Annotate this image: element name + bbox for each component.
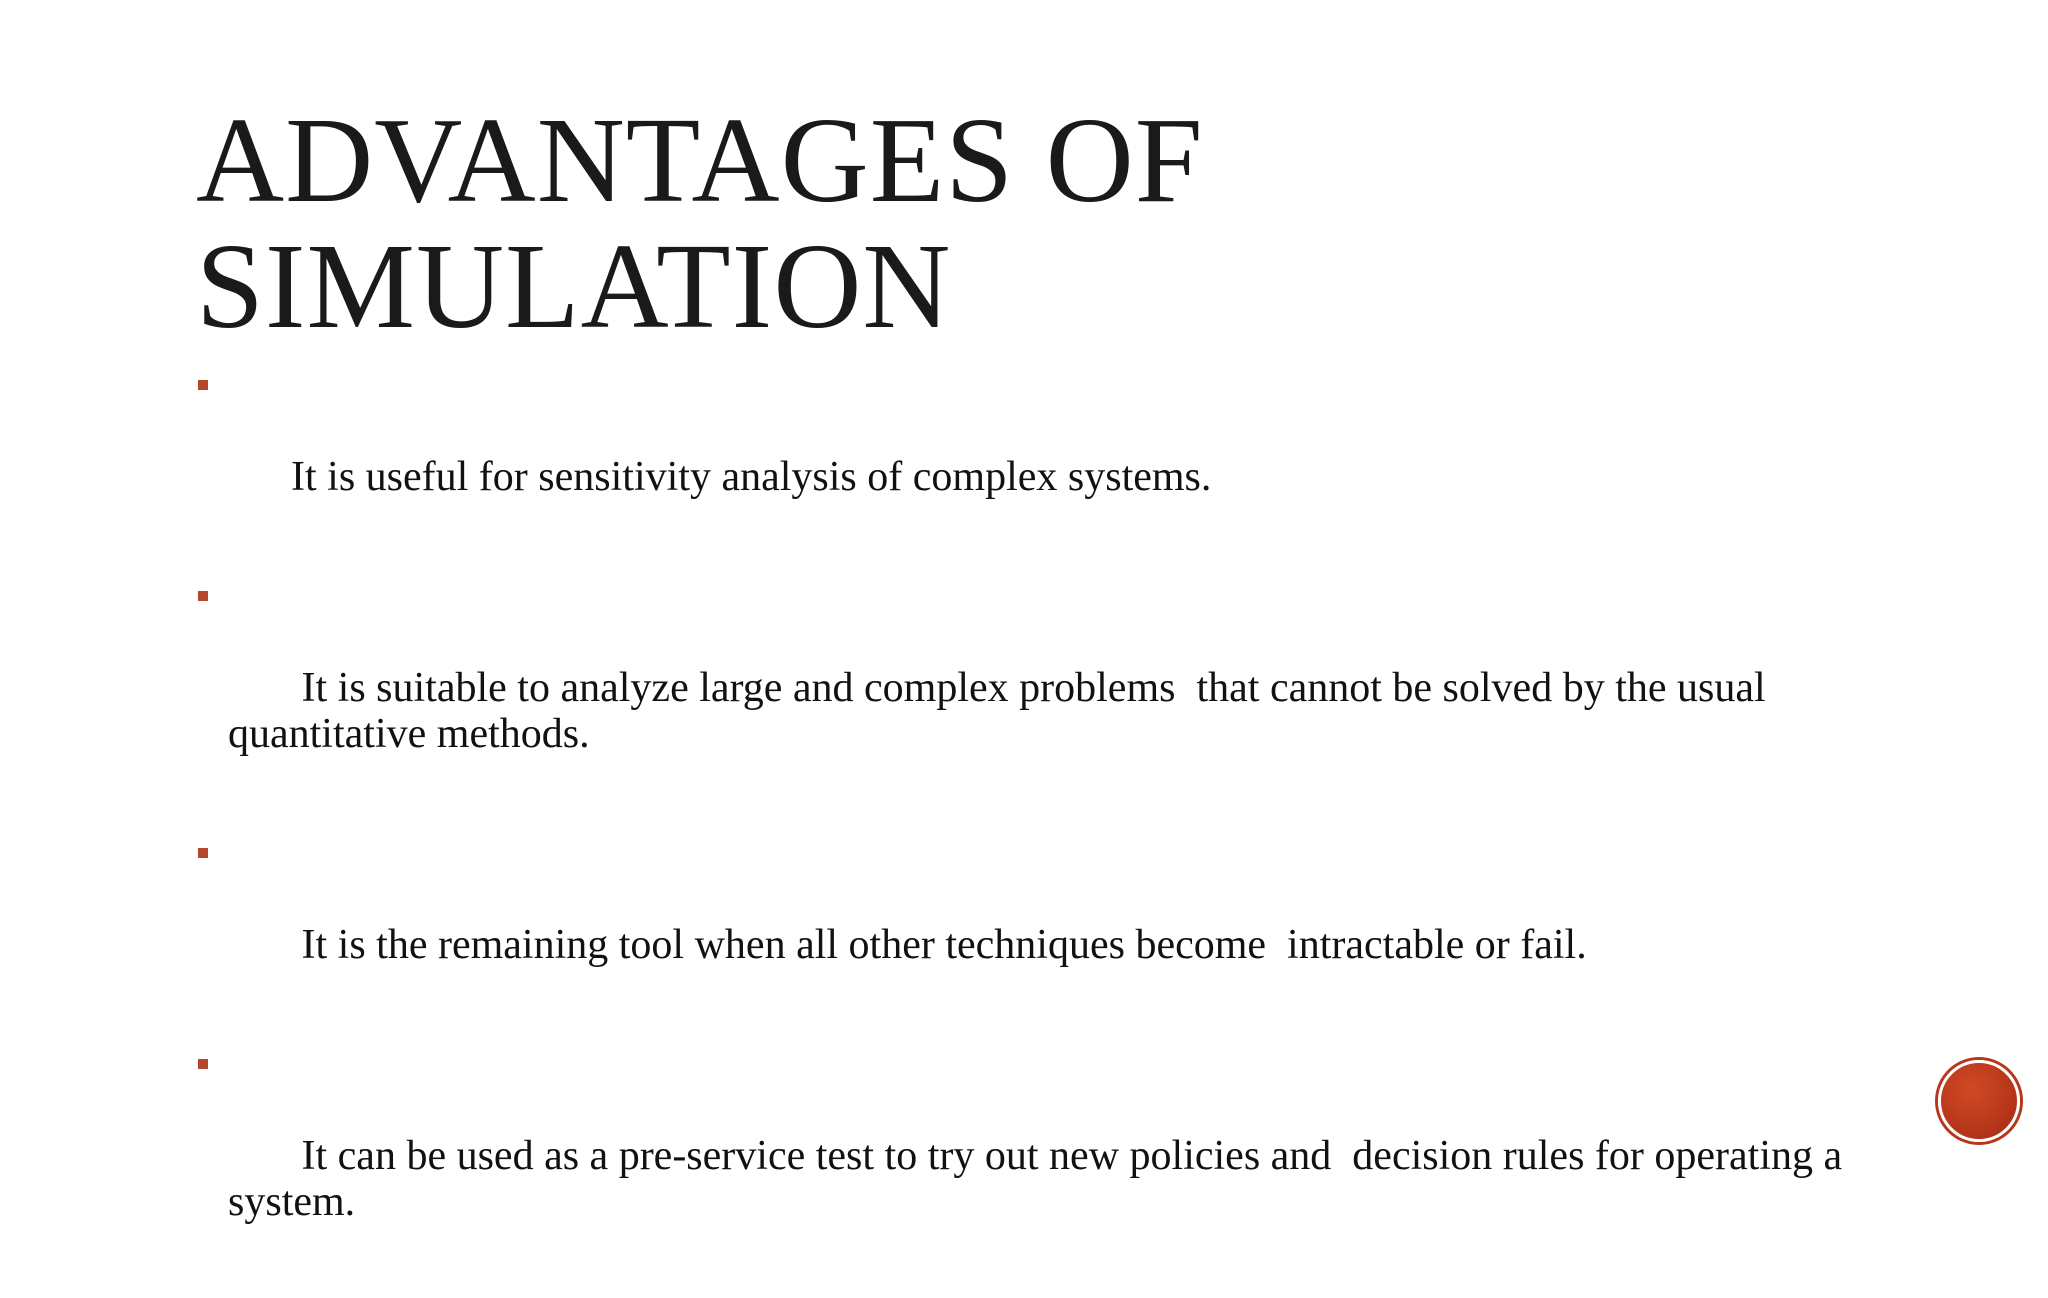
square-bullet-icon xyxy=(198,591,208,601)
bullet-item xyxy=(196,362,1896,546)
bullet-text: It is the remaining tool when all other techniques become intractable or fail. xyxy=(291,922,1587,968)
square-bullet-icon xyxy=(198,1059,208,1069)
bullet-list xyxy=(196,362,1896,1298)
bullet-item xyxy=(196,573,1896,803)
slide-title-line-1: ADVANTAGES OF xyxy=(196,93,1204,228)
bullet-item xyxy=(196,1041,1896,1271)
slide-title xyxy=(196,93,1696,354)
square-bullet-icon xyxy=(198,380,208,390)
circle-icon[interactable] xyxy=(1938,1060,2020,1142)
square-bullet-icon xyxy=(198,848,208,858)
bullet-text: It is useful for sensitivity analysis of complex systems. xyxy=(291,454,1212,500)
bullet-text: It can be used as a pre-service test to try out new policies and decision rules for operating a system. xyxy=(228,1133,1853,1225)
bullet-item xyxy=(196,830,1896,1014)
slide-title-line-2: SIMULATION xyxy=(196,219,952,354)
bullet-text: It is suitable to analyze large and complex problems that cannot be solved by the usual quantitative methods. xyxy=(228,665,1777,757)
